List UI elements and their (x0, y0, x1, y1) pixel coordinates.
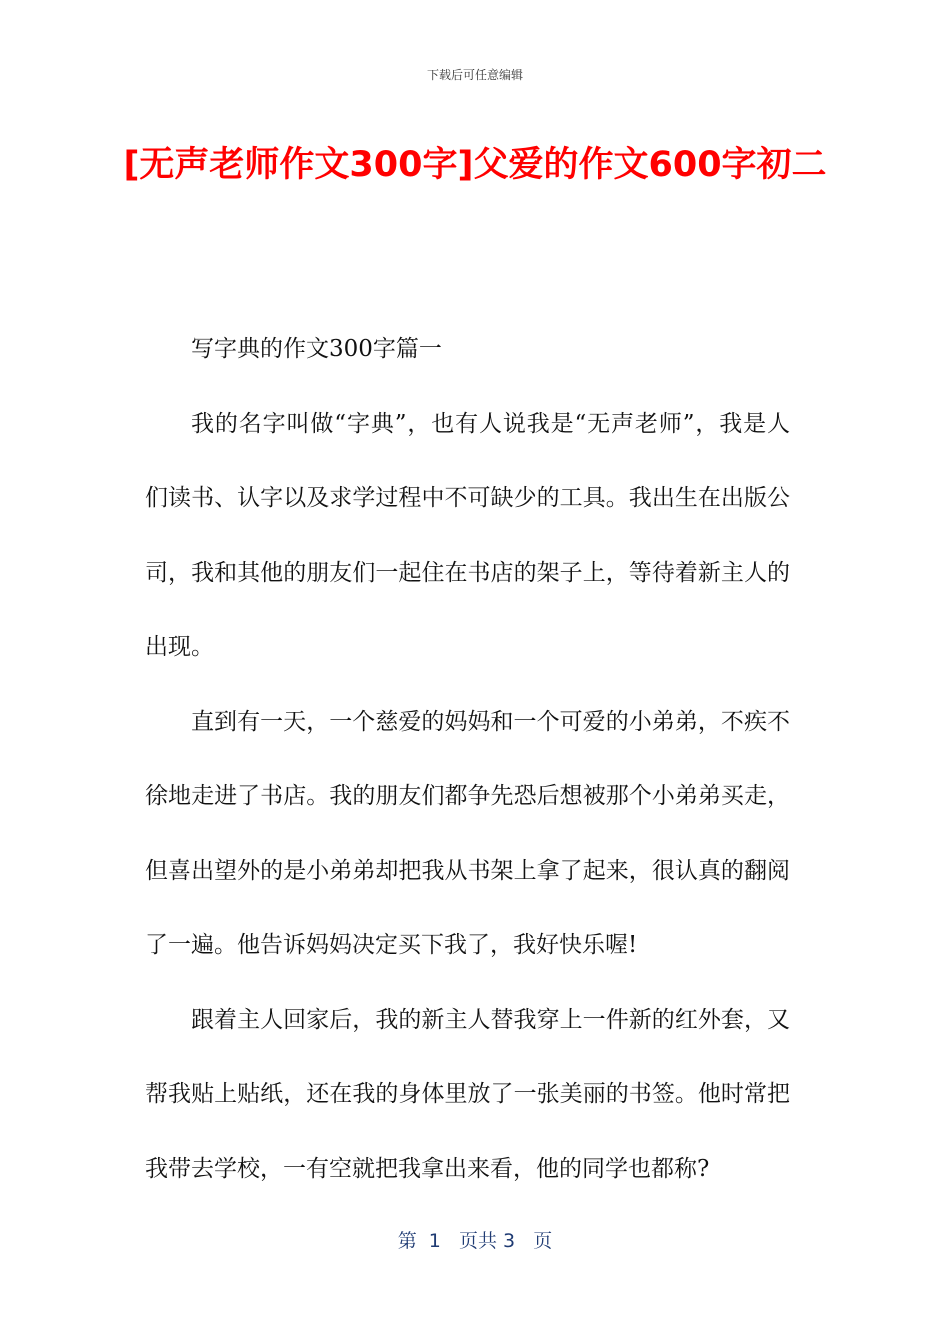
document-title: [无声老师作文300字]父爱的作文600字初二 (123, 145, 827, 185)
paragraph: 直到有一天，一个慈爱的妈妈和一个可爱的小弟弟，不疾不徐地走进了书店。我的朋友们都争先恐后想被那个小弟弟买走，但喜出望外的是小弟弟却把我从书架上拿了起来，很认真的翻阅了一遍。他告诉妈妈决定买下我了，我好快乐喔! (145, 708, 790, 958)
page-footer: 第 1 页共 3 页 (397, 1230, 553, 1252)
header-note: 下载后可任意编辑 (426, 68, 523, 82)
paragraph: 我的名字叫做“字典”，也有人说我是“无声老师”，我是人们读书、认字以及求学过程中不可缺少的工具。我出生在出版公司，我和其他的朋友们一起住在书店的架子上，等待着新主人的出现。 (145, 410, 790, 660)
paragraph-section-heading: 写字典的作文300字篇一 (191, 336, 442, 362)
document-body (145, 312, 790, 1206)
paragraph: 跟着主人回家后，我的新主人替我穿上一件新的红外套，又帮我贴上贴纸，还在我的身体里放了一张美丽的书签。他时常把我带去学校，一有空就把我拿出来看，他的同学也都称? (145, 1006, 790, 1182)
